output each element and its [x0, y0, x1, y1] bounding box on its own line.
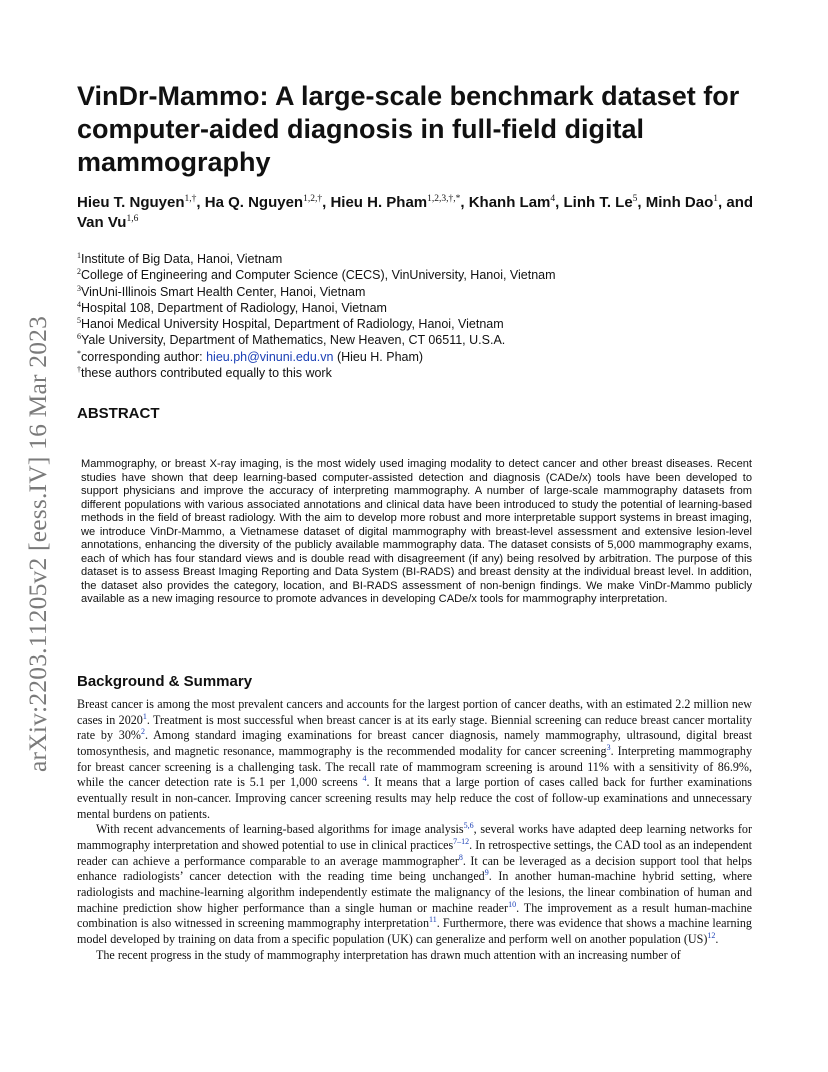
body-text-run: . In another human-machine hybrid setting, where radiologists and machine-learning algorithm independently estimate the malignancy of the lesions, the linear combination of human and machine prediction show higher performance than a single human or machine reader: [77, 869, 752, 915]
author-separator: ,: [322, 194, 331, 211]
author-name: Hieu T. Nguyen: [77, 194, 185, 211]
body-paragraph: The recent progress in the study of mammography interpretation has drawn much attention with an increasing number of: [96, 947, 681, 962]
corresponding-prefix: corresponding author:: [81, 349, 207, 364]
citation-link[interactable]: 11: [428, 915, 437, 925]
citation-link[interactable]: 12: [707, 930, 716, 940]
citation-link[interactable]: 8: [458, 852, 463, 862]
author-name: Linh T. Le: [563, 194, 633, 211]
abstract-text: Mammography, or breast X-ray imaging, is the most widely used imaging modality to detect cancer and other breast diseases. Recent studies have shown that deep learning-based computer-assisted detection and diagnosis (CADe/x) tools have been developed to support physicians and improve the accuracy of interpreting mammography. A number of large-scale mammography datasets from different populations with various associated annotations and clinical data have been introduced to study the potential of learning-based methods in the field of breast radiology. With the aim to develop more robust and more interpretable support systems in breast imaging, we introduce VinDr-Mammo, a Vietnamese dataset of digital mammography with breast-level assessment and extensive lesion-level annotations, enhancing the diversity of the publicly available mammography data. The dataset consists of 5,000 mammography exams, each of which has four standard views and is double read with disagreement (if any) being resolved by arbitration. The purpose of this dataset is to assess Breast Imaging Reporting and Data System (BI-RADS) and breast density at the individual breast level. In addition, the dataset also provides the category, location, and BI-RADS assessment of non-benign findings. We make VinDr-Mammo publicly available as a new imaging resource to promote advances in developing CADe/x tools for mammography interpretation.: [81, 458, 752, 605]
body-text-run: . Interpreting mammography for breast cancer screening is a challenging task. The recall rate of mammogram screening is around 11% with a sensitivity of 86.9%, while the cancer detection rate is 5.1 per 1,000 screens: [77, 743, 753, 790]
author-separator: , and: [718, 194, 754, 211]
affiliation-line: [77, 332, 767, 348]
author-affiliation-marks: 1,2,3,†,*: [427, 194, 461, 204]
author-affiliation-marks: 4: [550, 194, 556, 204]
citation-link[interactable]: 5,6: [463, 821, 474, 831]
citation-link[interactable]: 9: [484, 868, 489, 878]
affiliation-list: [77, 251, 767, 349]
body-text-run: . It means that a large portion of cases called back for further examinations eventually result in non-cancer. Improving cancer screening results may help reduce the cost of follow-up examinations and unnecessary mental burdens on patients.: [77, 775, 753, 821]
body-text-run: . In retrospective settings, the CAD tool as an independent reader can achieve a performance comparable to an average mammographer: [77, 837, 752, 868]
paper-title-line: computer-aided diagnosis in full-field digital: [77, 114, 645, 144]
affiliation-mark: 6: [77, 332, 81, 342]
author-name: Minh Dao: [645, 194, 714, 211]
author-name: Hieu H. Pham: [330, 194, 428, 211]
footnote-mark: *: [77, 348, 81, 358]
body-text-run: . Treatment is most successful when breast cancer is at its early stage. Biennial screening can reduce breast cancer mortality rate by 30%: [77, 712, 752, 743]
section-heading-background: Background & Summary: [77, 673, 253, 690]
affiliation-mark: 2: [77, 267, 81, 277]
affiliation-mark: 1: [77, 251, 81, 260]
abstract-heading: ABSTRACT: [77, 405, 160, 422]
citation-link[interactable]: 4: [362, 774, 367, 784]
affiliation-text: College of Engineering and Computer Science (CECS), VinUniversity, Hanoi, Vietnam: [81, 268, 556, 283]
body-text-run: , several works have adapted deep learning networks for mammography interpretation and showed potential to use in clinical practices: [77, 822, 752, 852]
corresponding-suffix: (Hieu H. Pham): [333, 349, 424, 364]
citation-link[interactable]: 10: [508, 899, 517, 909]
author-separator: ,: [637, 194, 646, 211]
author-name: Van Vu: [77, 214, 127, 231]
author-affiliation-marks: 1,6: [126, 214, 139, 224]
affiliation-line: [77, 300, 767, 316]
affiliation-text: VinUni-Illinois Smart Health Center, Hanoi, Vietnam: [81, 284, 366, 299]
author-separator: ,: [555, 194, 564, 211]
citation-link[interactable]: 2: [140, 727, 145, 737]
affiliation-text: Institute of Big Data, Hanoi, Vietnam: [81, 252, 283, 266]
body-text-run: . The improvement as a result human-machine combination is also witnessed in screening mammography interpretation: [77, 900, 752, 931]
affiliation-text: Hospital 108, Department of Radiology, Hanoi, Vietnam: [81, 300, 387, 315]
equal-contribution-text: these authors contributed equally to this work: [81, 366, 332, 381]
corresponding-email-link[interactable]: hieu.ph@vinuni.edu.vn: [206, 349, 334, 364]
citation-link[interactable]: 3: [606, 742, 611, 752]
author-name: Ha Q. Nguyen: [204, 194, 304, 211]
author-affiliation-marks: 1: [713, 194, 719, 204]
body-text-run: . Furthermore, there was evidence that shows a machine learning model developed by training on data from a specific population (UK) can generalize and perform well on another population (US): [77, 916, 752, 946]
body-paragraph: [77, 697, 752, 822]
paper-title-line: VinDr-Mammo: A large-scale benchmark dataset for: [77, 81, 740, 111]
paper-title-line: mammography: [77, 147, 271, 177]
affiliations-block: [77, 251, 767, 381]
body-text-run: Breast cancer is among the most prevalent cancers and accounts for the largest portion of cancer deaths, with an estimated 2.2 million new cases in 2020: [77, 697, 752, 727]
body-text-run: With recent advancements of learning-based algorithms for image analysis: [96, 822, 464, 837]
author-affiliation-marks: 1,†: [184, 194, 197, 204]
body-text-run: .: [715, 931, 719, 946]
author-separator: ,: [460, 194, 469, 211]
author-name: Khanh Lam: [468, 194, 551, 211]
affiliation-mark: 3: [77, 283, 81, 293]
author-list: [77, 193, 767, 233]
citation-link[interactable]: 1: [142, 711, 147, 721]
section-body: [77, 697, 752, 963]
author-separator: ,: [196, 194, 205, 211]
affiliation-line: [77, 251, 767, 267]
affiliation-text: Hanoi Medical University Hospital, Department of Radiology, Hanoi, Vietnam: [81, 317, 504, 332]
footnote-mark: †: [77, 365, 81, 375]
equal-contribution-note: [77, 365, 767, 381]
affiliation-line: [77, 284, 767, 300]
arxiv-identifier-stamp: arXiv:2203.11205v2 [eess.IV] 16 Mar 2023: [23, 315, 52, 772]
body-text-run: . Among standard imaging examinations for breast cancer diagnosis, namely mammography, ultrasound, digital breast tomosynthesis, and magnetic resonance, mammography is the recommended modality for cancer screening: [77, 728, 752, 758]
affiliation-mark: 5: [77, 316, 81, 326]
body-paragraph: [77, 822, 752, 947]
citation-link[interactable]: 7–12: [453, 836, 470, 846]
affiliation-mark: 4: [77, 299, 81, 309]
author-affiliation-marks: 5: [632, 194, 638, 204]
corresponding-author-note: [77, 349, 767, 365]
affiliation-text: Yale University, Department of Mathematics, New Heaven, CT 06511, U.S.A.: [81, 333, 506, 348]
affiliation-line: [77, 267, 767, 283]
author-affiliation-marks: 1,2,†: [303, 194, 323, 204]
affiliation-line: [77, 316, 767, 332]
body-text-run: . It can be leveraged as a decision support tool that helps enhance radiologists’ cancer detection with the reading time being unchanged: [77, 853, 752, 884]
paper-title: [77, 80, 777, 179]
